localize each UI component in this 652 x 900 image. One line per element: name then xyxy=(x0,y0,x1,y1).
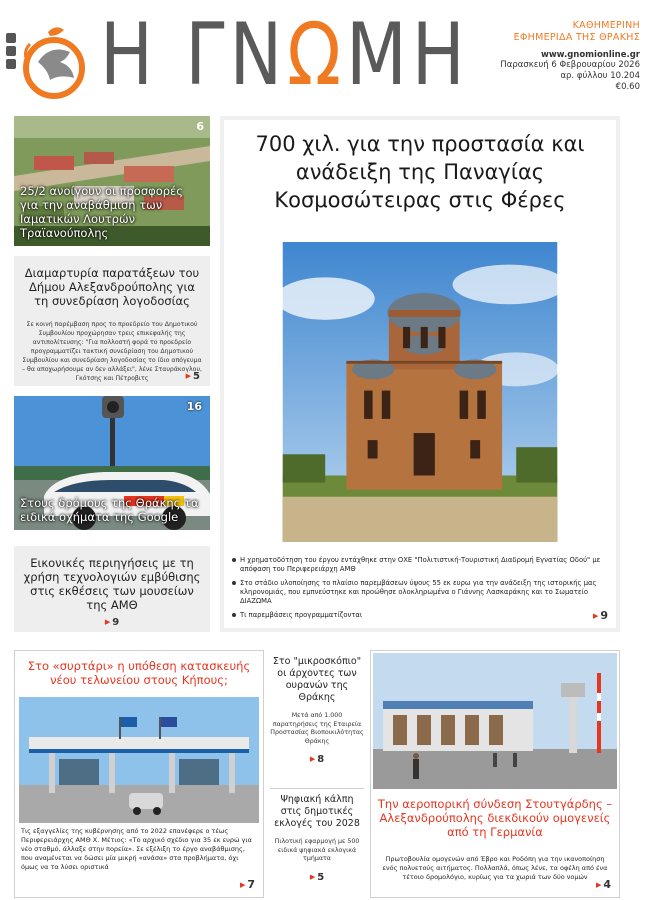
story-evoting-title: Ψηφιακή κάλπη στις δημοτικές εκλογές του 2028 xyxy=(274,794,360,829)
story-museums-page: ▶ 9 xyxy=(105,617,119,628)
story-evoting-page: ▶ 5 xyxy=(310,872,324,883)
story-council-page: ▶ 5 xyxy=(186,371,200,382)
website-link[interactable]: www.gnomionline.gr xyxy=(540,50,640,60)
story-museums[interactable] xyxy=(14,546,210,632)
main-story-page: ▶ 9 xyxy=(593,609,608,622)
story-google-car[interactable] xyxy=(14,396,210,530)
tagline-line2: ΕΦΗΜΕΡΙΔΑ ΤΗΣ ΘΡΑΚΗΣ xyxy=(513,32,640,43)
story-google-page: 16 xyxy=(186,400,202,413)
badge-icon xyxy=(6,33,16,43)
story-customs[interactable] xyxy=(14,650,264,898)
masthead-info xyxy=(470,20,640,93)
main-bullet-2: Στο στάδιο υλοποίησης το πλαίσιο παρεμβάσεων ύψους 55 εκ ευρω για την ανάδειξη της ιστορικής μας κληρονομιάς, που εμπνεύστηκε και προώθησε ολοκληρωμένα ο Γιάννης Λασκαράκης και το Σωματείο ΔΙΑΖΩΜΑ xyxy=(232,579,606,606)
story-airport-text: Πρωτοβουλία ομογενών από Έβρο και Ροδόπη για την ικανοποίηση ενός πολυετούς αιτήματος. Πολλαπλά, όπως λένε, τα οφέλη από ένα τέτοιο δρομολόγιο, κυρίως για τα χωριά των δύο νομών xyxy=(382,855,608,881)
main-bullet-3: Τι παρεμβάσεις προγραμματίζονται xyxy=(232,611,606,620)
main-bullet-1: Η χρηματοδότηση του έργου εντάχθηκε στην ΟΧΕ "Πολιτιστική-Τουριστική Διαδρομή Εγνατίας Οδού" με απόφαση του Περιφερειάρχη ΑΜΘ xyxy=(232,556,606,574)
story-raptors[interactable] xyxy=(270,656,364,782)
masthead-title xyxy=(100,5,470,105)
badge-icon xyxy=(6,46,16,56)
column-divider xyxy=(270,788,364,789)
masthead-title-omega: Ω xyxy=(287,5,346,105)
story-customs-text: Τις εξαγγελίες της κυβέρνησης από το 2022 επανέφερε ο τέως Περιφερειάρχης ΑΜΘ Χ. Μέτιος: «Το αρχικό σχέδιο για 35 εκ ευρώ για νέο σταθμό, άλλαξε στην πορεία». Σε εξέλιξη το έργο αναβάθμισης, που αναμένεται να δώσει μία μικρή «ανάσα» στα προβλήματα, όχι όμως να τα λύσει οριστικά xyxy=(21,827,252,871)
masthead-title-part2: ΜΗ xyxy=(345,5,470,105)
story-airport-title: Την αεροπορική σύνδεση Στουτγάρδης – Αλεξανδρούπολης διεκδικούν ομογενείς από τη Γερμανία xyxy=(377,797,613,839)
badge-icon xyxy=(6,59,16,69)
story-museums-title: Εικονικές περιηγήσεις με τη χρήση τεχνολογιών εμβύθισης στις εκθέσεις των μουσείων της ΑΜΘ xyxy=(23,556,201,612)
story-council-text: Σε κοινή παρέμβαση προς το προεδρείο του Δημοτικού Συμβουλίου προχώρησαν τρεις επικεφαλής της αντιπολίτευσης: "Για πολλοστή φορά το προεδρείο προγραμματίζει τακτική συνεδρίαση του Δημοτικού Συμβουλίου και συνεδρίαση λογοδοσίας το ίδιο απόγευμα – θα αποχωρήσουμε αν δεν αλλάξει", λένε Σταυράκογλου, Γκότσης και Πέτροβιτς xyxy=(22,321,202,382)
story-raptors-text: Μετά από 1.000 παρατηρήσεις της Εταιρεία Προστασίας Βιοποικιλότητας Θράκης xyxy=(270,712,364,745)
main-story[interactable] xyxy=(220,116,620,632)
main-story-title: 700 χιλ. για την προστασία και ανάδειξη της Παναγίας Κοσμοσώτειρας στις Φέρες xyxy=(255,132,585,212)
customs-photo xyxy=(19,697,259,823)
dove-logo-icon xyxy=(20,22,90,104)
masthead-title-part1: Η ΓΝ xyxy=(100,5,288,105)
story-baths-page: 6 xyxy=(196,120,204,133)
story-baths-photo[interactable] xyxy=(14,116,210,246)
story-raptors-title: Στο "μικροσκόπιο" οι άρχοντες των ουρανών της Θράκης xyxy=(272,656,362,703)
issue-price: €0.60 xyxy=(615,82,640,92)
story-airport-page: ▶ 4 xyxy=(596,878,611,891)
story-customs-title: Στο «συρτάρι» η υπόθεση κατασκευής νέου τελωνείου στους Κήπους; xyxy=(27,659,251,687)
tagline-line1: ΚΑΘΗΜΕΡΙΝΗ xyxy=(572,20,640,31)
story-customs-page: ▶ 7 xyxy=(240,878,255,891)
story-raptors-page: ▶ 8 xyxy=(310,754,324,765)
story-evoting-text: Πιλοτική εφαρμογή με 500 ειδικά ψηφιακά εκλογικά τμήματα xyxy=(274,838,360,862)
church-photo xyxy=(226,242,614,542)
side-badges xyxy=(4,30,18,90)
story-council-protest[interactable] xyxy=(14,256,210,386)
issue-number: αρ. φύλλου 10.204 xyxy=(560,71,640,81)
airport-photo xyxy=(373,653,617,789)
issue-date: Παρασκευή 6 Φεβρουαρίου 2026 xyxy=(500,60,640,70)
story-airport[interactable] xyxy=(370,650,620,898)
story-evoting[interactable] xyxy=(270,794,364,894)
story-baths-caption: 25/2 ανοίγουν οι προσφορές για την αναβάθμιση των Ιαματικών Λουτρών Τραϊανούπολης xyxy=(20,184,184,240)
story-council-title: Διαμαρτυρία παρατάξεων του Δήμου Αλεξανδρούπολης για τη συνεδρίαση λογοδοσίας xyxy=(24,266,200,308)
main-story-bullets xyxy=(232,556,606,625)
story-google-caption: Στους δρόμους της Θράκης τα ειδικά οχήματα της Google xyxy=(20,496,199,524)
